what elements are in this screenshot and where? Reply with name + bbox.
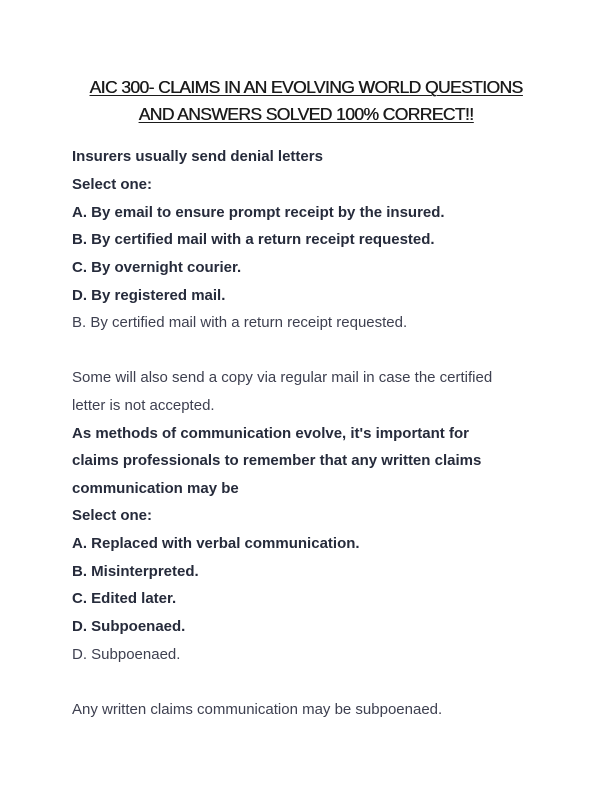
question-2-option-b: B. Misinterpreted. (72, 563, 199, 580)
question-1-option-a: A. By email to ensure prompt receipt by the insured. (72, 204, 445, 221)
question-1-explanation-line-1: Some will also send a copy via regular mail in case the certified (72, 369, 493, 386)
document-title-line-1: AIC 300- CLAIMS IN AN EVOLVING WORLD QUESTIONS (89, 77, 523, 97)
question-2-option-a: A. Replaced with verbal communication. (72, 535, 360, 552)
question-1-option-c: C. By overnight courier. (72, 259, 242, 276)
document-title-line-2: AND ANSWERS SOLVED 100% CORRECT!! (138, 104, 474, 124)
question-2-option-c: C. Edited later. (72, 590, 177, 607)
question-1-option-d: D. By registered mail. (72, 287, 226, 304)
question-2-stem-line-3: communication may be (72, 480, 239, 497)
question-2-option-d: D. Subpoenaed. (72, 618, 186, 635)
question-1-answer: B. By certified mail with a return receipt requested. (72, 314, 408, 331)
question-1-stem: Insurers usually send denial letters (72, 148, 323, 165)
question-2-stem-line-1: As methods of communication evolve, it's important for (72, 425, 469, 442)
question-2-answer: D. Subpoenaed. (72, 646, 181, 663)
question-1-select-label: Select one: (72, 176, 153, 193)
question-2-explanation-line-1: Any written claims communication may be subpoenaed. (72, 701, 443, 718)
question-2-select-label: Select one: (72, 507, 153, 524)
question-1-option-b: B. By certified mail with a return receipt requested. (72, 231, 435, 248)
question-1-explanation-line-2: letter is not accepted. (72, 397, 215, 414)
question-2-stem-line-2: claims professionals to remember that any written claims (72, 452, 482, 469)
